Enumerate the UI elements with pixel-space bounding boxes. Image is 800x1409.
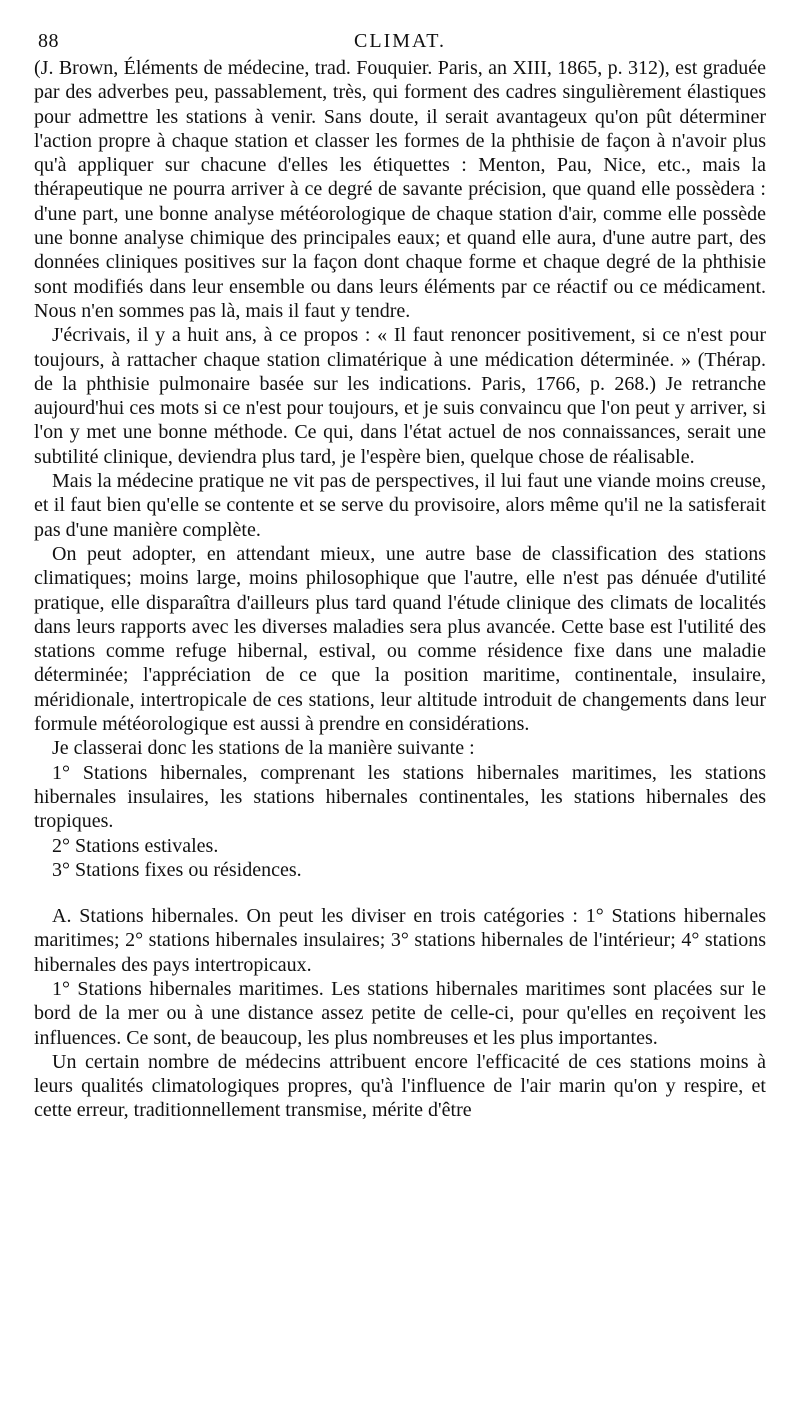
- list-item-1: 1° Stations hibernales, comprenant les stations hibernales maritimes, les stations hibernales insulaires, les stations hibernales continentales, les stations hibernales des tropiques.: [34, 761, 766, 833]
- list-item-3: 3° Stations fixes ou résidences.: [52, 858, 302, 881]
- body-text: [34, 56, 766, 1123]
- page-header: [34, 26, 766, 56]
- para-section-a: A. Stations hibernales. On peut les diviser en trois catégories : 1° Stations hibernales maritimes; 2° stations hibernales insulaires; 3° stations hibernales de l'intérieur; 4° stations hibernales des pays intertropicaux.: [34, 905, 766, 976]
- para-ecrivais: J'écrivais, il y a huit ans, à ce propos : « Il faut renoncer positivement, si ce n'est pour toujours, à rattacher chaque station climatérique à une médication déterminée. » (Thérap. de la phthisie pulmonaire basée sur les indications. Paris, 1766, p. 268.) Je retranche aujourd'hui ces mots si ce n'est pour toujours, et je suis convaincu que l'on peut y arriver, si l'on y met une bonne méthode. Ce qui, dans l'état actuel de nos connaissances, serait une subtilité clinique, deviendra plus tard, je l'espère bien, quelque chose de réalisable.: [34, 324, 766, 468]
- para-continuation: (J. Brown, Éléments de médecine, trad. Fouquier. Paris, an XIII, 1865, p. 312), est graduée par des adverbes peu, passablement, très, qui forment des cadres singulièrement élastiques pour admettre les stations à venir. Sans doute, il serait avantageux qu'on pût déterminer l'action propre à chaque station et classer les formes de la phthisie de façon à n'avoir plus qu'à appliquer sur chacune d'elles les étiquettes : Menton, Pau, Nice, etc., mais la thérapeutique ne pourra arriver à ce degré de savante précision, que quand elle possèdera : d'une part, une bonne analyse météorologique de chaque station d'air, comme elle possède une bonne analyse chimique des principales eaux; et quand elle aura, d'une autre part, des données cliniques positives sur la façon dont chaque forme et chaque degré de la phthisie sont modifiés dans leur ensemble ou dans leurs éléments par ce réactif ou ce médicament. Nous n'en sommes pas là, mais il faut y tendre.: [34, 57, 766, 322]
- para-maritimes: 1° Stations hibernales maritimes. Les stations hibernales maritimes sont placées sur le bord de la mer ou à une distance assez petite de celle-ci, pour qu'elles en reçoivent les influences. Ce sont, de beaucoup, les plus nombreuses et les plus importantes.: [34, 977, 766, 1049]
- page-number: 88: [38, 30, 59, 52]
- para-classification: On peut adopter, en attendant mieux, une autre base de classification des stations climatiques; moins large, moins philosophique que l'autre, elle n'est pas dénuée d'utilité pratique, elle disparaîtra d'ailleurs plus tard quand l'étude clinique des climats de localités dans leurs rapports avec les diverses maladies sera plus avancée. Cette base est l'utilité des stations comme refuge hibernal, estival, ou comme résidence fixe dans une maladie déterminée; l'appréciation de ce que la position maritime, continentale, insulaire, méridionale, intertropicale de ces stations, leur altitude introduit de changements dans leur formule météorologique est aussi à prendre en considérations.: [34, 542, 766, 736]
- running-title: CLIMAT.: [354, 30, 446, 52]
- para-medecine-pratique: Mais la médecine pratique ne vit pas de perspectives, il lui faut une viande moins creuse, et il faut bien qu'elle se contente et se serve du provisoire, alors même qu'il ne la satisferait pas d'une manière complète.: [34, 470, 766, 541]
- list-item-2: 2° Stations estivales.: [52, 834, 219, 857]
- para-certain-nombre: Un certain nombre de médecins attribuent encore l'efficacité de ces stations moins à leurs qualités climatologiques propres, qu'à l'influence de l'air marin qu'on y respire, et cette erreur, traditionnellement transmise, mérite d'être: [34, 1050, 766, 1122]
- para-classerai: Je classerai donc les stations de la manière suivante :: [52, 737, 475, 760]
